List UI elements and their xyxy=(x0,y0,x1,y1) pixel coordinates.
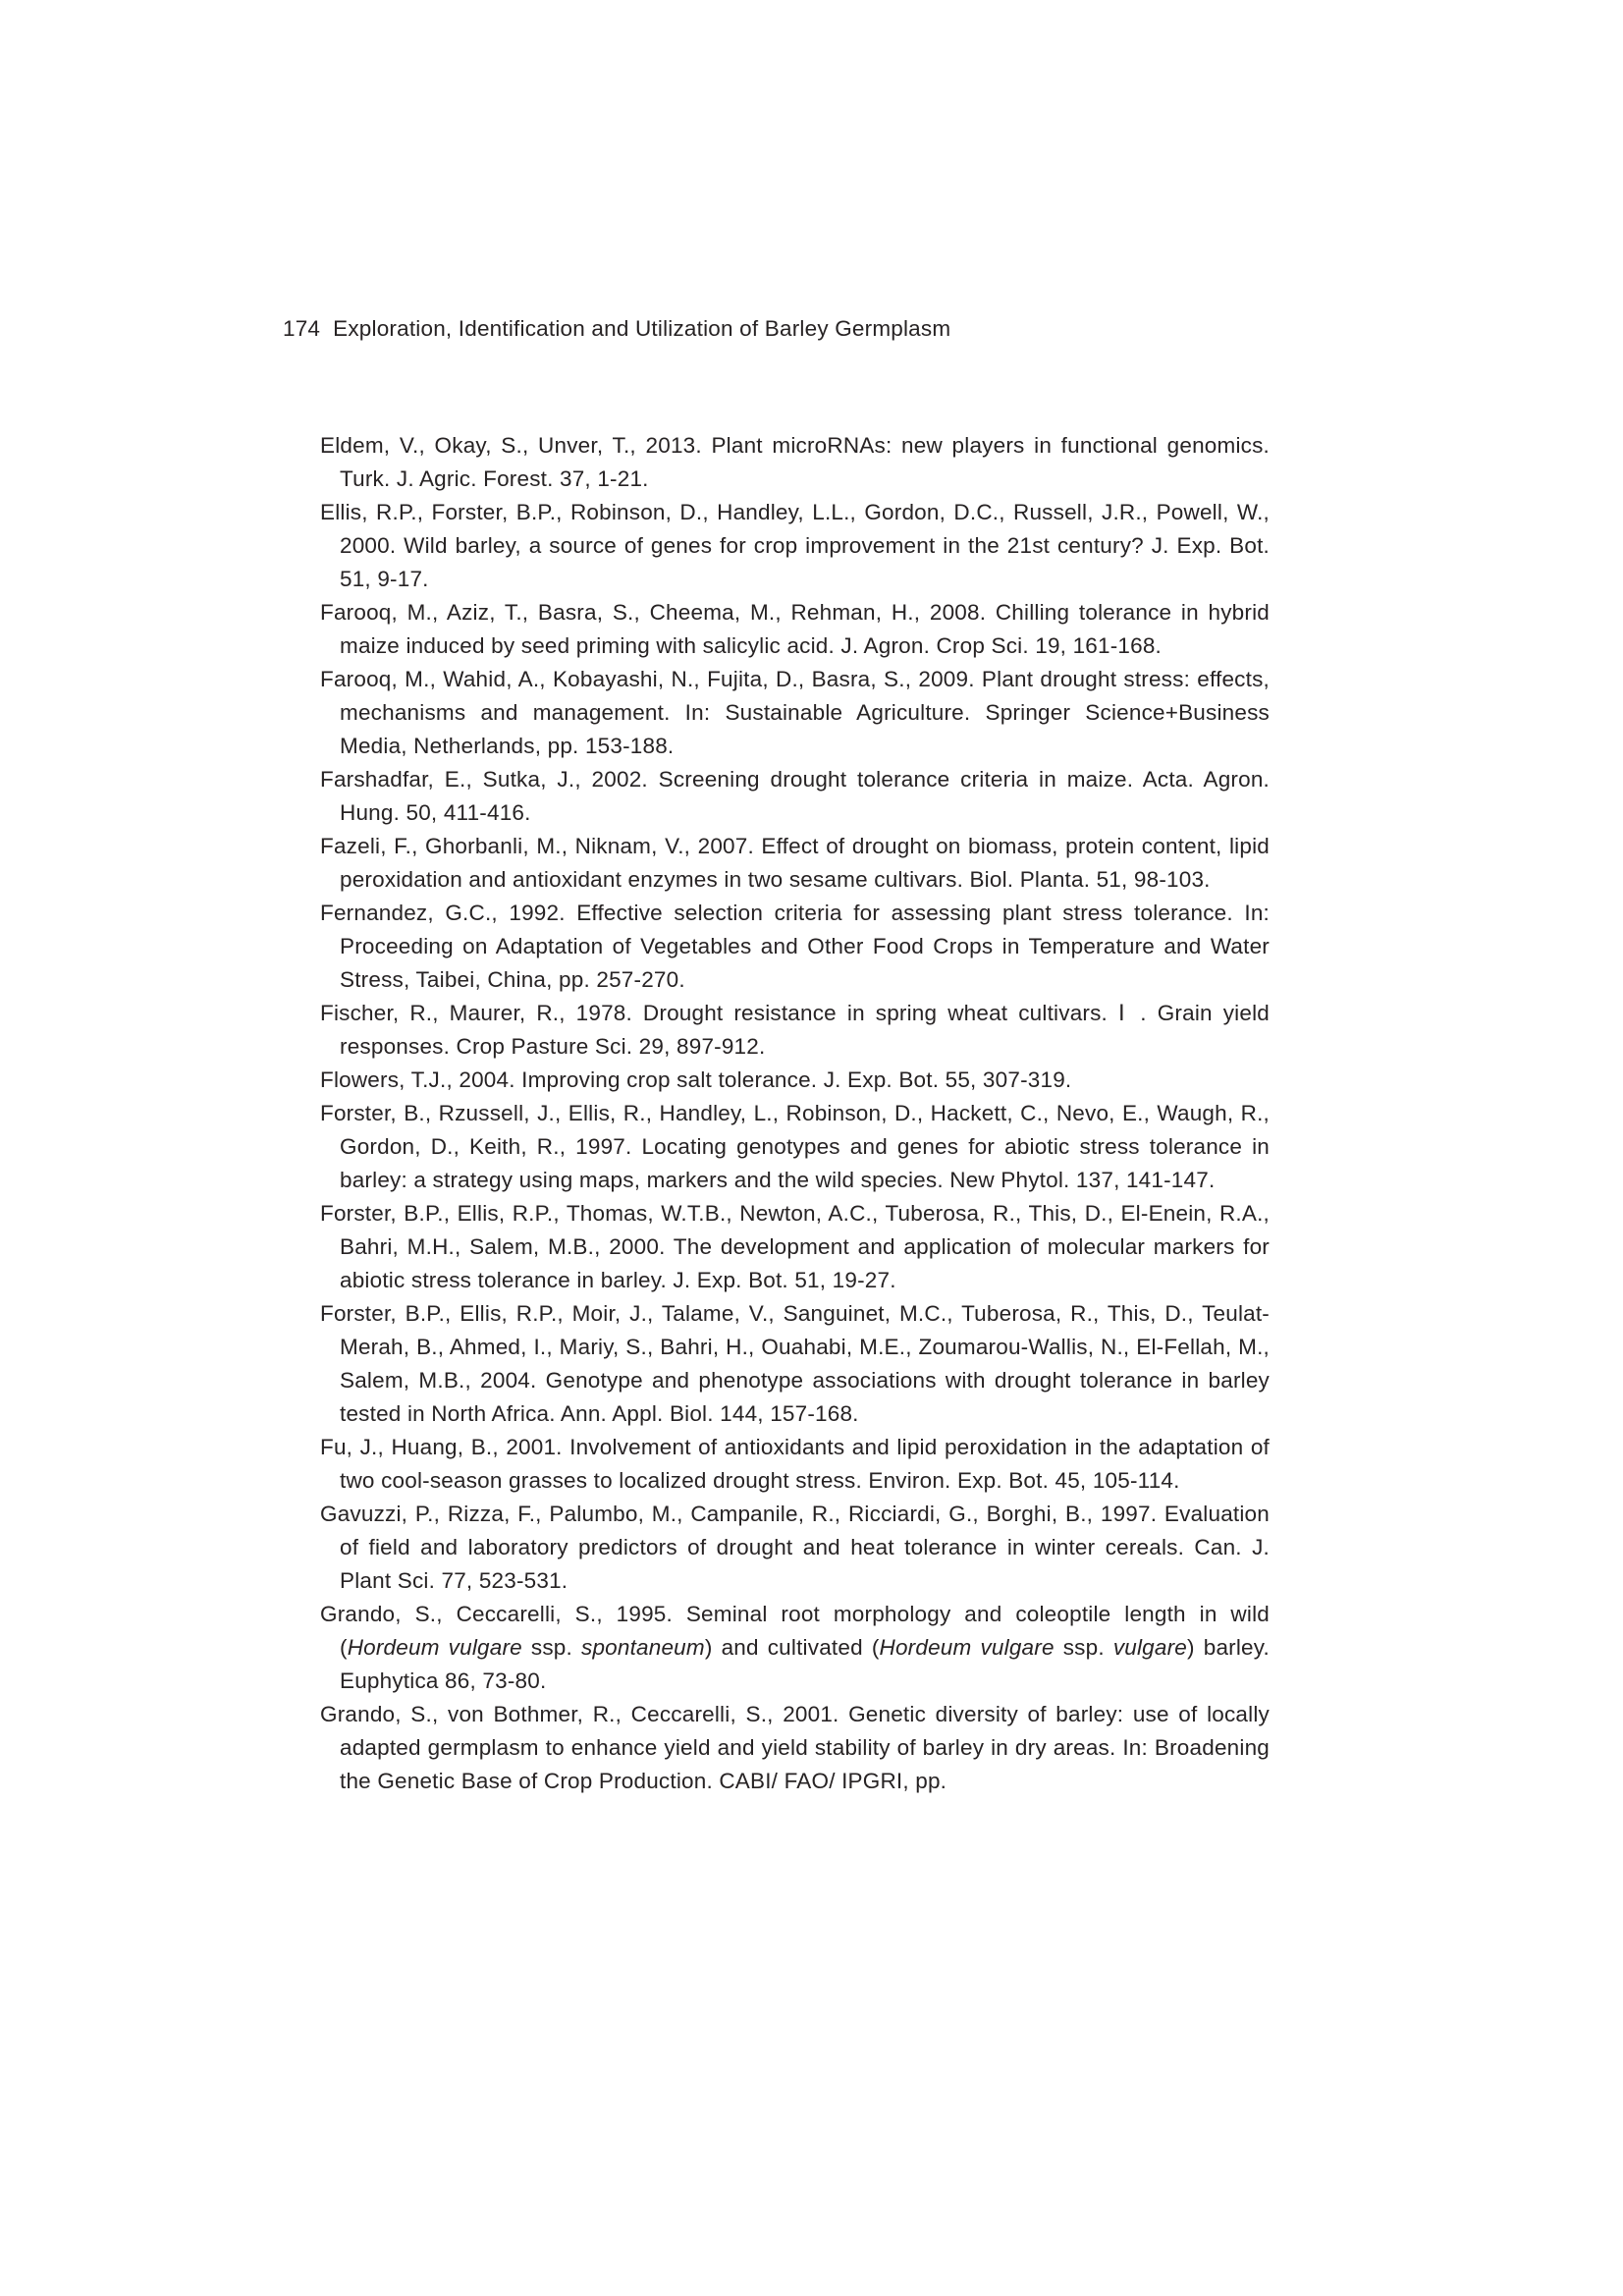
species-name-italic: Hordeum vulgare xyxy=(879,1635,1055,1660)
reference-text: Forster, B.P., Ellis, R.P., Thomas, W.T.B., Newton, A.C., Tuberosa, R., This, D., El-Enein, R.A., Bahri, M.H., Salem, M.B., 2000. The development and application of molecular markers for abiotic stress tolerance in barley. J. Exp. Bot. 51, 19-27. xyxy=(320,1201,1270,1292)
reference-text: ) barley. Euphytica 86, 73-80. xyxy=(340,1635,1270,1693)
species-name-italic: vulgare xyxy=(1112,1635,1188,1660)
reference-entry xyxy=(320,429,1270,496)
reference-text: ssp. xyxy=(521,1635,581,1660)
species-name-italic: Hordeum vulgare xyxy=(347,1635,522,1660)
reference-text: Fazeli, F., Ghorbanli, M., Niknam, V., 2007. Effect of drought on biomass, protein content, lipid peroxidation and antioxidant enzymes in two sesame cultivars. Biol. Planta. 51, 98-103. xyxy=(320,834,1270,892)
reference-text: Gavuzzi, P., Rizza, F., Palumbo, M., Campanile, R., Ricciardi, G., Borghi, B., 1997. Evaluation of field and laboratory predictors of drought and heat tolerance in winter cereals. Can. J. Plant Sci. 77, 523-531. xyxy=(320,1502,1270,1593)
species-name-italic: spontaneum xyxy=(581,1635,705,1660)
reference-entry xyxy=(320,1064,1270,1097)
reference-text: Farshadfar, E., Sutka, J., 2002. Screening drought tolerance criteria in maize. Acta. Agron. Hung. 50, 411-416. xyxy=(320,767,1270,825)
reference-entry xyxy=(320,1297,1270,1431)
reference-text: Farooq, M., Wahid, A., Kobayashi, N., Fujita, D., Basra, S., 2009. Plant drought stress: effects, mechanisms and management. In: Sustainable Agriculture. Springer Science+Business Media, Netherlands, pp. 153-188. xyxy=(320,667,1270,758)
reference-text: ) and cultivated ( xyxy=(704,1635,880,1660)
reference-text: ssp. xyxy=(1054,1635,1113,1660)
reference-entry xyxy=(320,596,1270,663)
reference-entry xyxy=(320,1598,1270,1698)
reference-text: Grando, S., von Bothmer, R., Ceccarelli, S., 2001. Genetic diversity of barley: use of locally adapted germplasm to enhance yield and yield stability of barley in dry areas. In: Broadening the Genetic Base of Crop Production. CABI/ FAO/ IPGRI, pp. xyxy=(320,1702,1270,1793)
page-number: 174 xyxy=(283,316,321,341)
reference-text: Eldem, V., Okay, S., Unver, T., 2013. Plant microRNAs: new players in functional genomics. Turk. J. Agric. Forest. 37, 1-21. xyxy=(320,433,1270,491)
reference-entry xyxy=(320,1431,1270,1498)
reference-entry xyxy=(320,1698,1270,1798)
reference-text: Farooq, M., Aziz, T., Basra, S., Cheema, M., Rehman, H., 2008. Chilling tolerance in hybrid maize induced by seed priming with salicylic acid. J. Agron. Crop Sci. 19, 161-168. xyxy=(320,600,1270,658)
references-list xyxy=(320,429,1270,1798)
reference-entry xyxy=(320,496,1270,596)
reference-entry xyxy=(320,830,1270,897)
reference-entry xyxy=(320,897,1270,997)
reference-text: Forster, B.P., Ellis, R.P., Moir, J., Talame, V., Sanguinet, M.C., Tuberosa, R., This, D., Teulat-Merah, B., Ahmed, I., Mariy, S., Bahri, H., Ouahabi, M.E., Zoumarou-Wallis, N., El-Fellah, M., Salem, M.B., 2004. Genotype and phenotype associations with drought tolerance in barley tested in North Africa. Ann. Appl. Biol. 144, 157-168. xyxy=(320,1301,1270,1426)
reference-entry xyxy=(320,997,1270,1064)
reference-entry xyxy=(320,1197,1270,1297)
reference-text: Ellis, R.P., Forster, B.P., Robinson, D., Handley, L.L., Gordon, D.C., Russell, J.R., Powell, W., 2000. Wild barley, a source of genes for crop improvement in the 21st century? J. Exp. Bot. 51, 9-17. xyxy=(320,500,1270,591)
reference-text: Flowers, T.J., 2004. Improving crop salt tolerance. J. Exp. Bot. 55, 307-319. xyxy=(320,1067,1072,1092)
reference-entry xyxy=(320,763,1270,830)
reference-text: Grando, S., Ceccarelli, S., 1995. Seminal root morphology and coleoptile length in wild ( xyxy=(320,1602,1270,1660)
reference-entry xyxy=(320,1097,1270,1197)
reference-text: Fernandez, G.C., 1992. Effective selection criteria for assessing plant stress tolerance. In: Proceeding on Adaptation of Vegetables and Other Food Crops in Temperature and Water Stress, Taibei, China, pp. 257-270. xyxy=(320,901,1270,992)
reference-entry xyxy=(320,1498,1270,1598)
reference-text: Fu, J., Huang, B., 2001. Involvement of antioxidants and lipid peroxidation in the adaptation of two cool-season grasses to localized drought stress. Environ. Exp. Bot. 45, 105-114. xyxy=(320,1435,1270,1493)
reference-text: Forster, B., Rzussell, J., Ellis, R., Handley, L., Robinson, D., Hackett, C., Nevo, E., Waugh, R., Gordon, D., Keith, R., 1997. Locating genotypes and genes for abiotic stress tolerance in barley: a strategy using maps, markers and the wild species. New Phytol. 137, 141-147. xyxy=(320,1101,1270,1192)
reference-text: Fischer, R., Maurer, R., 1978. Drought resistance in spring wheat cultivars. Ⅰ . Grain yield responses. Crop Pasture Sci. 29, 897-912. xyxy=(320,1001,1270,1059)
reference-entry xyxy=(320,663,1270,763)
running-title: Exploration, Identification and Utilization of Barley Germplasm xyxy=(333,316,951,341)
page-header xyxy=(283,316,950,342)
